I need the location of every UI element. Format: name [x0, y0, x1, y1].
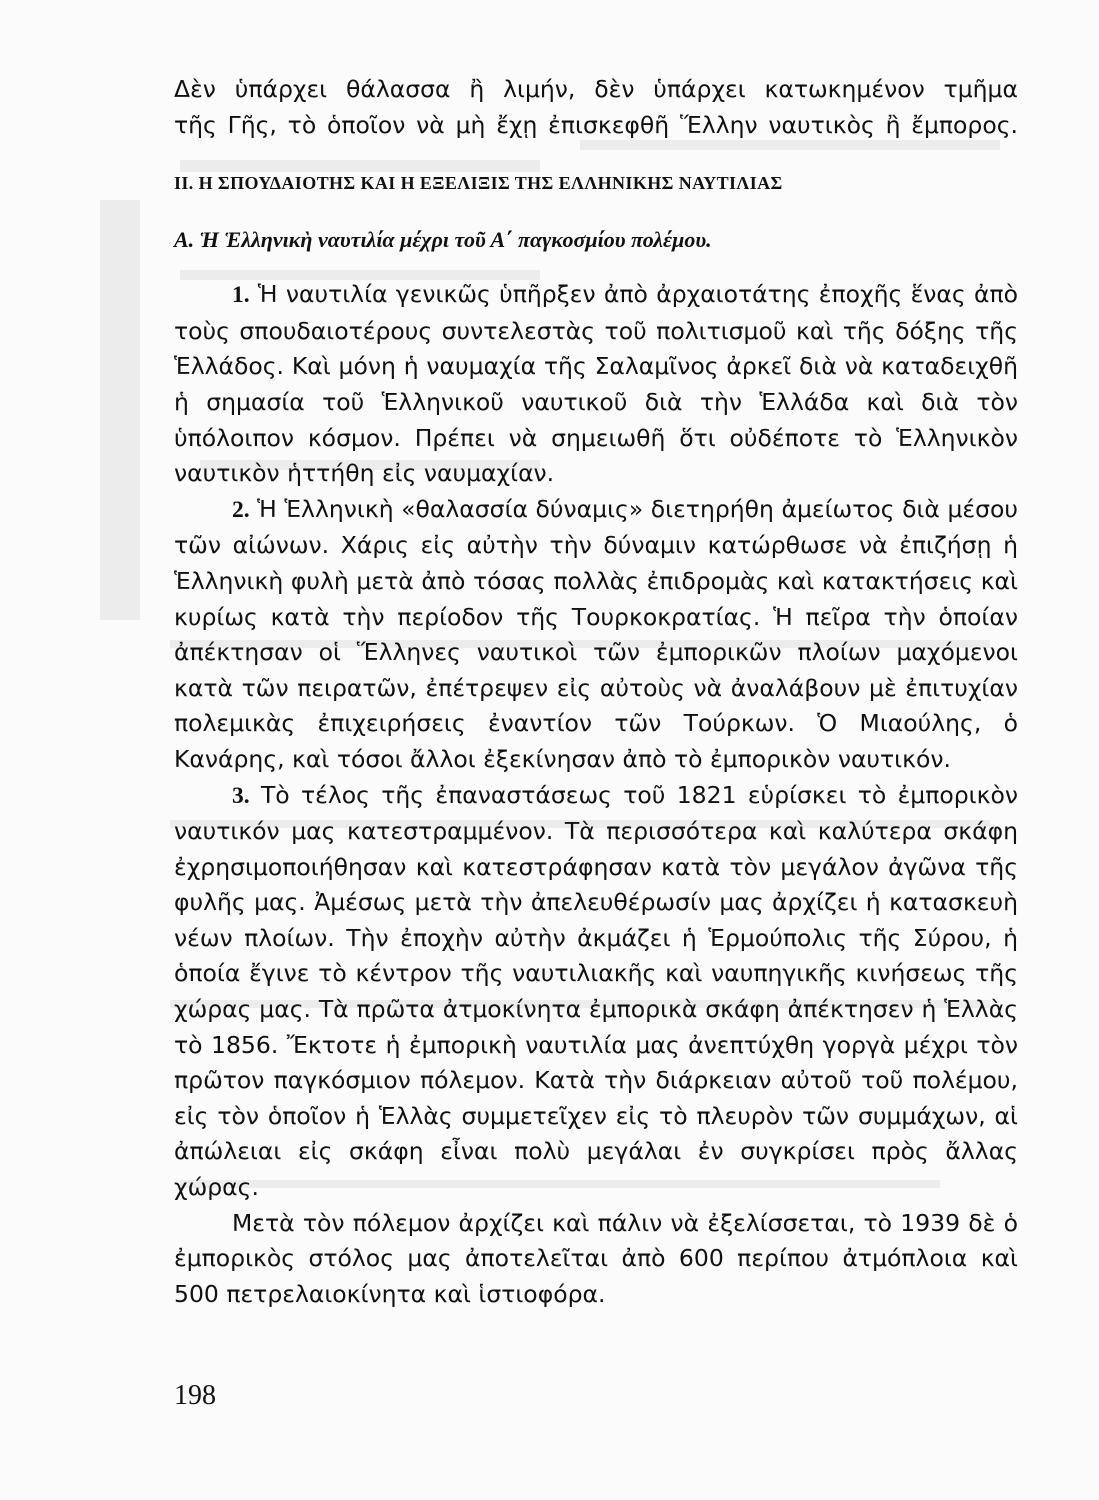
- page-number: 198: [174, 1380, 216, 1411]
- bleed-mark: [100, 200, 140, 620]
- intro-line: Δὲν ὑπάρχει θάλασσα ἢ λιμήν, δὲν ὑπάρχει κατωκημένον τμῆμα: [174, 75, 1018, 103]
- paragraph-3: [174, 778, 1018, 1206]
- closing-paragraph: Μετὰ τὸν πόλεμον ἀρχίζει καὶ πάλιν νὰ ἐξελίσσεται, τὸ 1939 δὲ ὁ ἐμπορικὸς στόλος μας ἀποτελεῖται ἀπὸ 600 περίπου ἀτμόπλοια καὶ 500 πετρελαιοκίνητα καὶ ἱστιοφόρα.: [174, 1208, 1018, 1308]
- paragraph-number: 2.: [232, 496, 250, 523]
- text-column: [174, 72, 1018, 1312]
- subheading: Α. Ἡ Ἑλληνικὴ ναυτιλία μέχρι τοῦ Α΄ παγκοσμίου πολέμου.: [174, 227, 712, 253]
- section-heading: ΙΙ. Η ΣΠΟΥΔΑΙΟΤΗΣ ΚΑΙ Η ΕΞΕΛΙΞΙΣ ΤΗΣ ΕΛΛΗΝΙΚΗΣ ΝΑΥΤΙΛΙΑΣ: [174, 173, 783, 194]
- paragraph-text: Ἡ Ἑλληνικὴ «θαλασσία δύναμις» διετηρήθη ἀμείωτος διὰ μέσου τῶν αἰώνων. Χάρις εἰς αὐτὴν τὴν δύναμιν κατώρθωσε νὰ ἐπιζήσῃ ἡ Ἑλληνικὴ φυλὴ μετὰ ἀπὸ τόσας πολλὰς ἐπιδρομὰς καὶ κατακτήσεις καὶ κυρίως κατὰ τὴν περίοδον τῆς Τουρκοκρατίας. Ἡ πεῖρα τὴν ὁποίαν ἀπέκτησαν οἱ Ἕλληνες ναυτικοὶ τῶν ἐμπορικῶν πλοίων μαχόμενοι κατὰ τῶν πειρατῶν, ἐπέτρεψεν εἰς αὐτοὺς νὰ ἀναλάβουν μὲ ἐπιτυχίαν πολεμικὰς ἐπιχειρήσεις ἐναντίον τῶν Τούρκων. Ὁ Μιαούλης, ὁ Κανάρης, καὶ τόσοι ἄλλοι ἐξεκίνησαν ἀπὸ τὸ ἐμπορικὸν ναυτικόν.: [174, 494, 1018, 773]
- paragraph-1: [174, 277, 1018, 492]
- paragraph-2: [174, 492, 1018, 778]
- paragraph-number: 1.: [232, 282, 250, 309]
- paragraph-text: Τὸ τέλος τῆς ἐπαναστάσεως τοῦ 1821 εὑρίσκει τὸ ἐμπορικὸν ναυτικόν μας κατεστραμμένον. Τὰ περισσότερα καὶ καλύτερα σκάφη ἐχρησιμοποιήθησαν καὶ κατεστράφησαν κατὰ τὸν μεγάλον ἀγῶνα τῆς φυλῆς μας. Ἀμέσως μετὰ τὴν ἀπελευθέρωσίν μας ἀρχίζει ἡ κατασκευὴ νέων πλοίων. Τὴν ἐποχὴν αὐτὴν ἀκμάζει ἡ Ἑρμούπολις τῆς Σύρου, ἡ ὁποία ἔγινε τὸ κέντρον τῆς ναυτιλιακῆς καὶ ναυπηγικῆς κινήσεως τῆς χώρας μας. Τὰ πρῶτα ἀτμοκίνητα ἐμπορικὰ σκάφη ἀπέκτησεν ἡ Ἑλλὰς τὸ 1856. Ἔκτοτε ἡ ἐμπορικὴ ναυτιλία μας ἀνεπτύχθη γοργὰ μέχρι τὸν πρῶτον παγκόσμιον πόλεμον. Κατὰ τὴν διάρκειαν αὐτοῦ τοῦ πολέμου, εἰς τὸν ὁποῖον ἡ Ἑλλὰς συμμετεῖχεν εἰς τὸ πλευρὸν τῶν συμμάχων, αἱ ἀπώλειαι εἰς σκάφη εἶναι πολὺ μεγάλαι ἐν συγκρίσει πρὸς ἄλλας χώρας.: [174, 780, 1018, 1202]
- paragraph-text: Ἡ ναυτιλία γενικῶς ὑπῆρξεν ἀπὸ ἀρχαιοτάτης ἐποχῆς ἕνας ἀπὸ τοὺς σπουδαιοτέρους συντελεστὰς τοῦ πολιτισμοῦ καὶ τῆς δόξης τῆς Ἑλλάδος. Καὶ μόνη ἡ ναυμαχία τῆς Σαλαμῖνος ἀρκεῖ διὰ νὰ καταδειχθῆ ἡ σημασία τοῦ Ἑλληνικοῦ ναυτικοῦ διὰ τὴν Ἑλλάδα καὶ διὰ τὸν ὑπόλοιπον κόσμον. Πρέπει νὰ σημειωθῆ ὅτι οὐδέποτε τὸ Ἑλληνικὸν ναυτικὸν ἡττήθη εἰς ναυμαχίαν.: [174, 280, 1018, 488]
- intro-line: τῆς Γῆς, τὸ ὁποῖον νὰ μὴ ἔχῃ ἐπισκεφθῆ Ἕλλην ναυτικὸς ἢ ἔμπορος.: [174, 110, 1018, 139]
- paragraph-number: 3.: [232, 782, 250, 809]
